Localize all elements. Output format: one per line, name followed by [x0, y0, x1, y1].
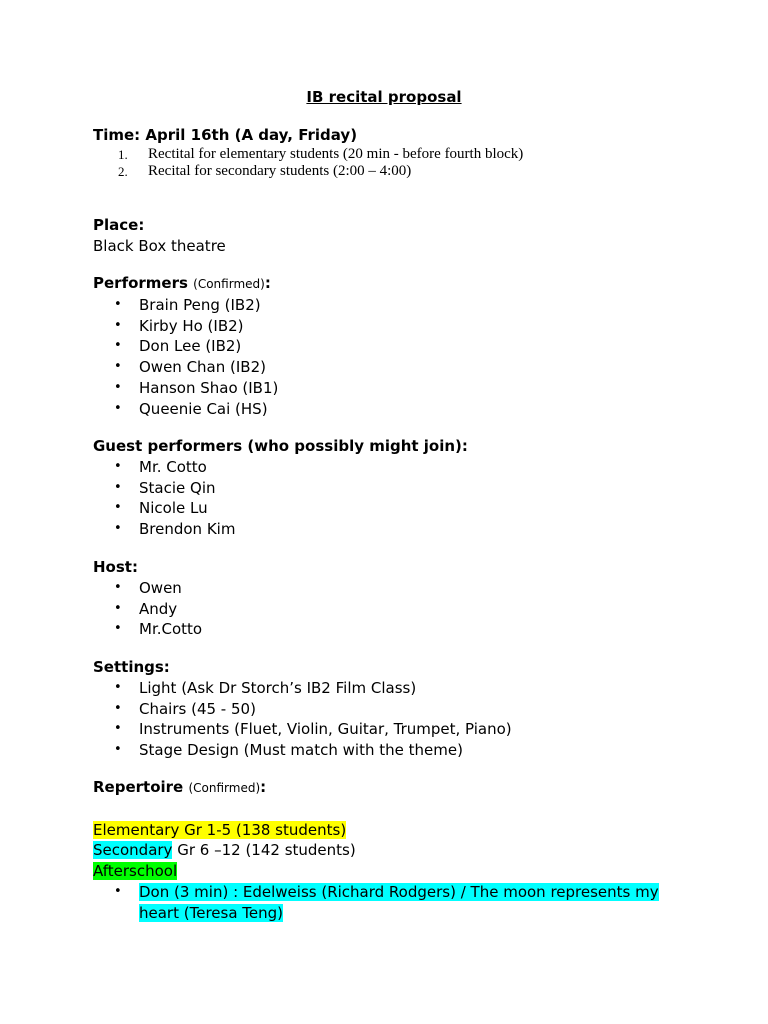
- host-list: [93, 578, 202, 640]
- list-item: • Don (3 min) : Edelweiss (Richard Rodgers) / The moon represents my heart (Teresa Teng): [93, 882, 659, 924]
- performers-list: [93, 295, 278, 420]
- list-item: • Light (Ask Dr Storch’s IB2 Film Class): [93, 678, 512, 699]
- list-item: • Owen: [93, 578, 202, 599]
- afterschool-line: Afterschool: [93, 862, 178, 881]
- guests-list: [93, 457, 468, 540]
- repertoire-section: [93, 777, 659, 924]
- host-heading: Host:: [93, 558, 138, 576]
- settings-heading: Settings:: [93, 658, 170, 676]
- performers-heading: Performers (Confirmed):: [93, 274, 271, 292]
- repertoire-list: [93, 882, 659, 924]
- list-item: • Chairs (45 - 50): [93, 699, 512, 720]
- spacer: [93, 799, 659, 820]
- list-item: • Stage Design (Must match with the theme): [93, 740, 512, 761]
- list-item: • Andy: [93, 599, 202, 620]
- settings-list: [93, 678, 512, 761]
- secondary-line: Secondary Gr 6 –12 (142 students): [93, 841, 356, 860]
- list-item: • Instruments (Fluet, Violin, Guitar, Trumpet, Piano): [93, 719, 512, 740]
- place-section: [93, 215, 226, 257]
- list-item: 2. Recital for secondary students (2:00 – 4:00): [118, 162, 412, 179]
- list-item: 1. Rectital for elementary students (20 min - before fourth block): [118, 145, 524, 162]
- list-item: • Mr. Cotto: [93, 457, 468, 478]
- list-item: • Brendon Kim: [93, 519, 468, 540]
- host-section: [93, 557, 202, 640]
- place-value: Black Box theatre: [93, 236, 226, 255]
- guests-heading: Guest performers (who possibly might join):: [93, 437, 468, 455]
- guests-section: [93, 436, 468, 540]
- list-item: • Don Lee (IB2): [93, 336, 278, 357]
- performers-section: [93, 273, 278, 420]
- repertoire-heading: Repertoire (Confirmed):: [93, 778, 267, 796]
- settings-section: [93, 657, 512, 761]
- elementary-line: Elementary Gr 1-5 (138 students): [93, 820, 347, 839]
- document-title: IB recital proposal: [306, 88, 462, 106]
- list-item: • Brain Peng (IB2): [93, 295, 278, 316]
- list-item: • Mr.Cotto: [93, 619, 202, 640]
- list-item: • Hanson Shao (IB1): [93, 378, 278, 399]
- time-heading: Time: April 16th (A day, Friday): [93, 126, 358, 144]
- list-item: • Queenie Cai (HS): [93, 399, 278, 420]
- list-item: • Nicole Lu: [93, 498, 468, 519]
- time-list: [93, 146, 523, 180]
- place-heading: Place:: [93, 216, 145, 234]
- list-item: • Kirby Ho (IB2): [93, 316, 278, 337]
- list-item: • Owen Chan (IB2): [93, 357, 278, 378]
- list-item: • Stacie Qin: [93, 478, 468, 499]
- time-section: [93, 125, 523, 180]
